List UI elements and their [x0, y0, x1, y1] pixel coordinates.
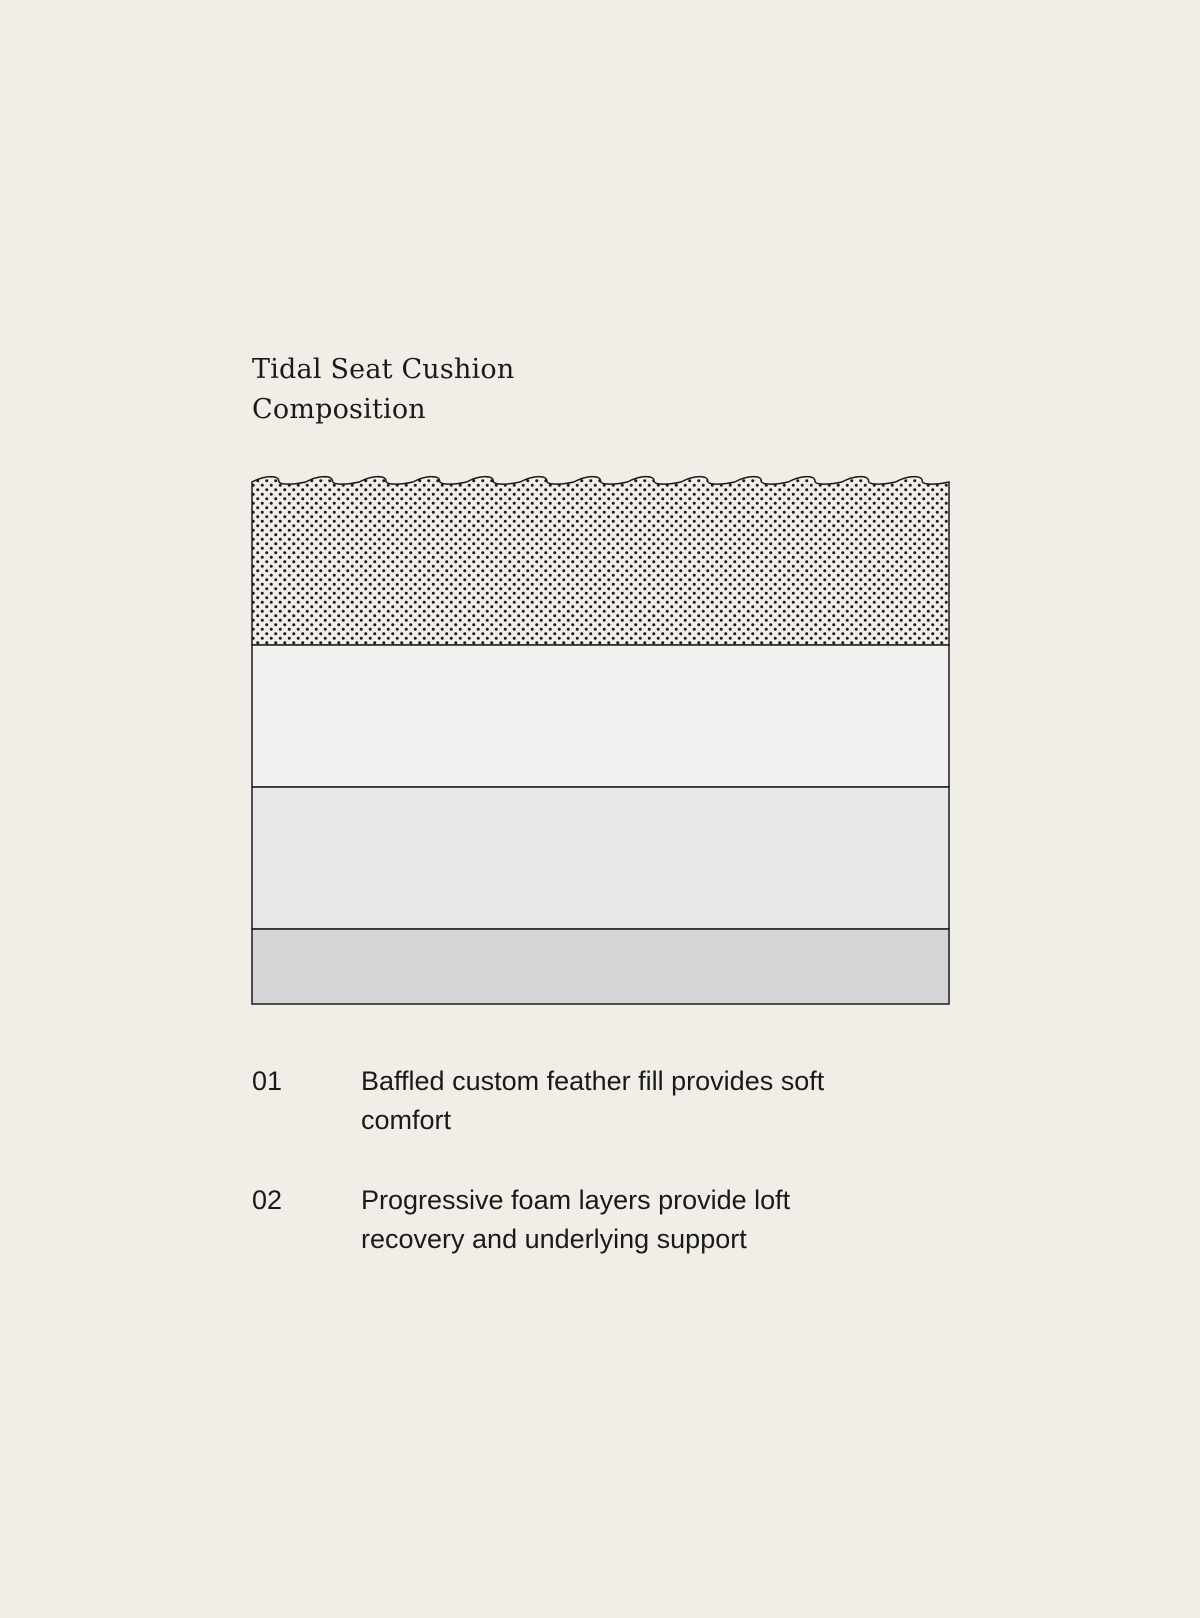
notes-list [252, 1062, 952, 1300]
layer-foam-3 [252, 929, 949, 1004]
layer-foam-1 [252, 645, 949, 787]
note-text: Baffled custom feather fill provides soft comfort [361, 1066, 825, 1135]
layer-feather-fill [252, 477, 949, 645]
title-line-2: Composition [252, 394, 426, 425]
cushion-diagram-svg [251, 474, 951, 1006]
cushion-cross-section [251, 474, 951, 1006]
note-item [252, 1181, 952, 1259]
title-line-1: Tidal Seat Cushion [252, 354, 515, 385]
note-number: 01 [252, 1066, 283, 1096]
layer-foam-2 [252, 787, 949, 929]
note-text: Progressive foam layers provide loft recovery and underlying support [361, 1185, 791, 1254]
note-number: 02 [252, 1185, 283, 1215]
note-item [252, 1062, 952, 1140]
diagram-title [252, 350, 514, 430]
